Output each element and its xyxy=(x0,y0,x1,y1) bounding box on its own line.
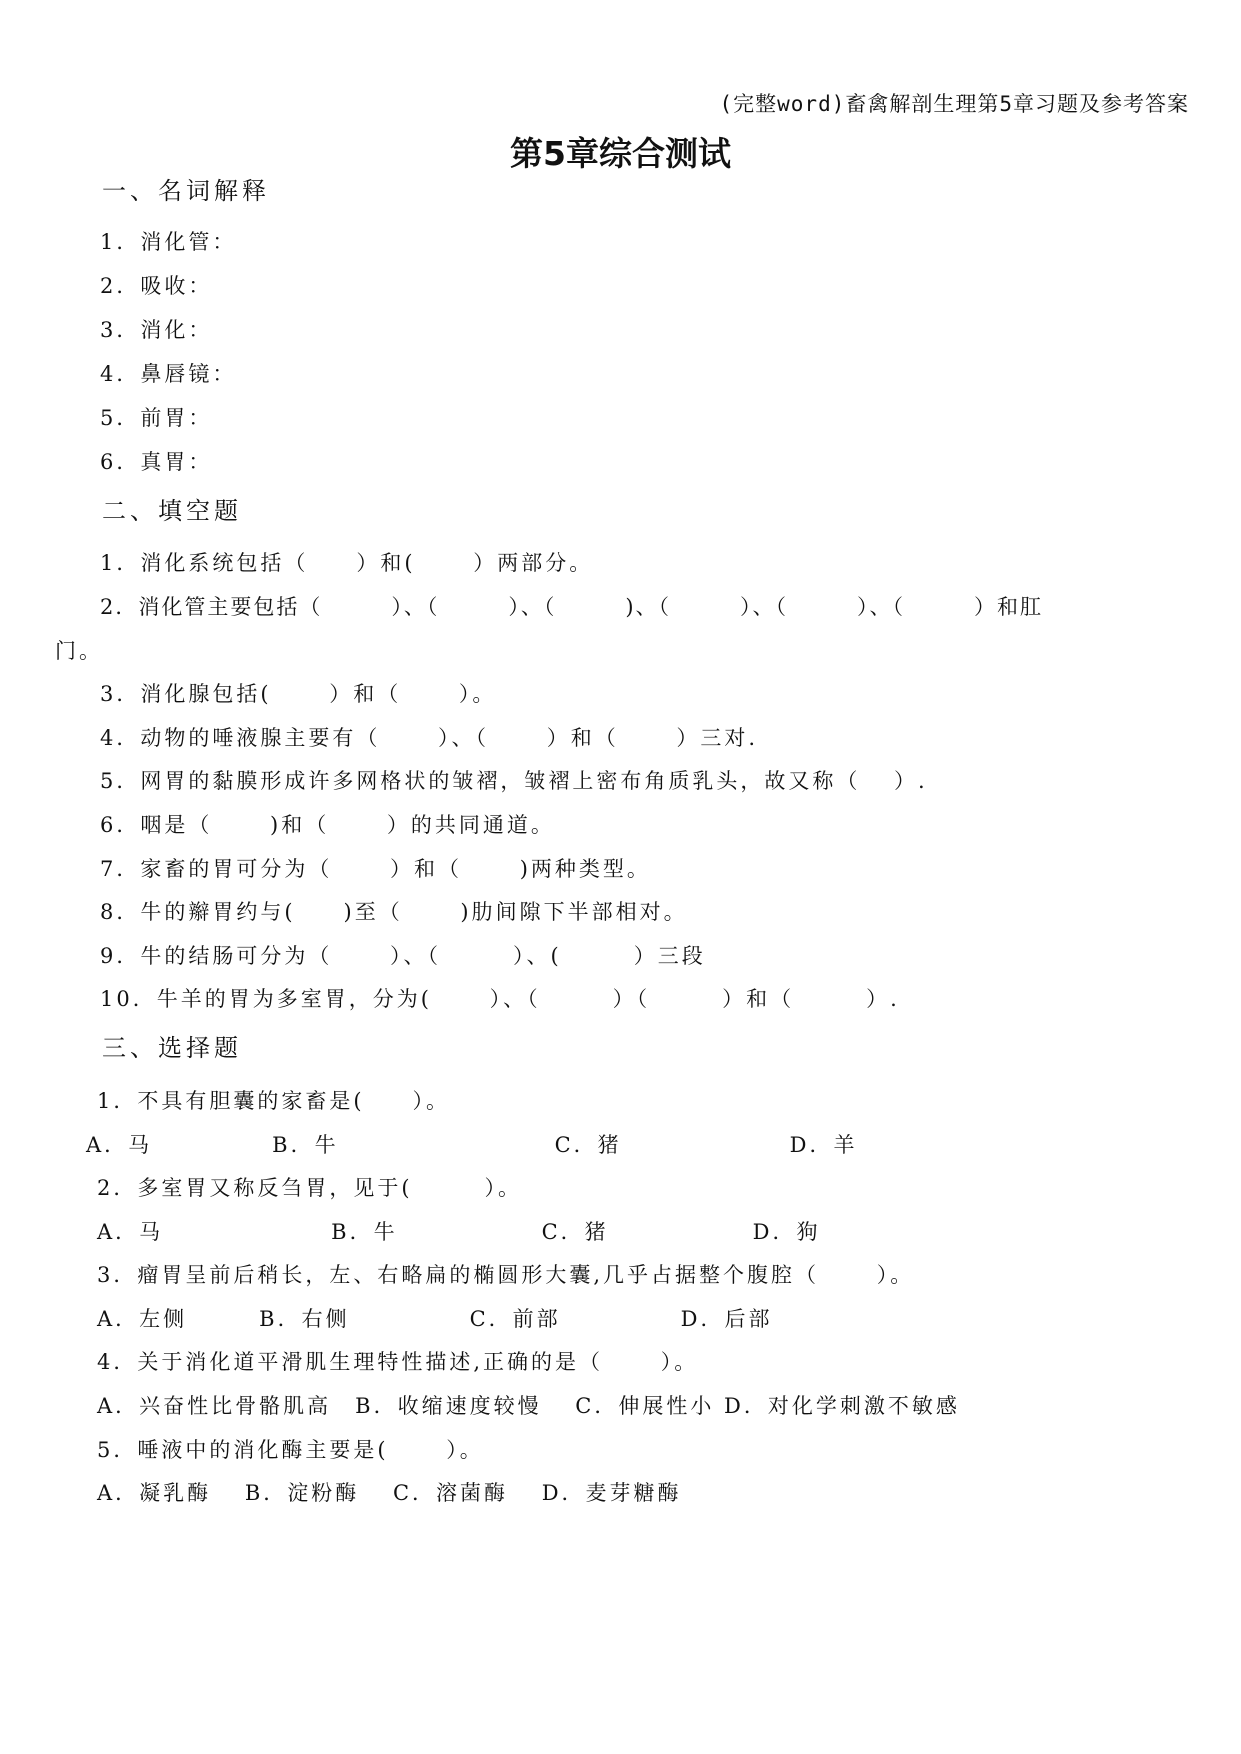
choice-question: 1．不具有胆囊的家畜是( ）。 xyxy=(97,1089,451,1113)
section-heading-fill-blank: 二、填空题 xyxy=(102,497,242,525)
fill-blank-item: 4．动物的唾液腺主要有（ ）、（ ）和（ ）三对. xyxy=(100,726,759,750)
choice-options: A．凝乳酶 B．淀粉酶 C．溶菌酶 D．麦芽糖酶 xyxy=(97,1481,682,1505)
choice-question: 3．瘤胃呈前后稍长，左、右略扁的椭圆形大囊,几乎占据整个腹腔（ ）。 xyxy=(97,1263,915,1287)
fill-blank-item: 3．消化腺包括( ）和（ ）。 xyxy=(100,682,497,706)
definition-item: 6．真胃： xyxy=(100,450,213,474)
section-heading-multiple-choice: 三、选择题 xyxy=(102,1034,242,1062)
section-heading-definitions: 一、名词解释 xyxy=(102,177,270,205)
fill-blank-item: 9．牛的结肠可分为（ ）、（ ）、( ）三段 xyxy=(100,944,706,968)
fill-blank-item: 6．咽是（ )和（ ）的共同通道。 xyxy=(100,813,555,837)
choice-question: 4．关于消化道平滑肌生理特性描述,正确的是（ ）。 xyxy=(97,1350,699,1374)
fill-blank-item: 10．牛羊的胃为多室胃，分为( ）、（ ）（ ）和（ ）. xyxy=(100,987,900,1011)
choice-options: A．左侧 B．右侧 C．前部 D．后部 xyxy=(97,1307,773,1331)
fill-blank-item: 2．消化管主要包括（ ）、（ ）、（ )、（ ）、（ ）、（ ）和肛 xyxy=(100,595,1044,619)
choice-options: A．马 B．牛 C．猪 D．狗 xyxy=(97,1220,821,1244)
fill-blank-item: 5．网胃的黏膜形成许多网格状的皱褶，皱褶上密布角质乳头，故又称（ ）. xyxy=(100,769,928,793)
choice-question: 2．多室胃又称反刍胃，见于( ）。 xyxy=(97,1176,523,1200)
definition-item: 5．前胃： xyxy=(100,406,213,430)
document-header: (完整word)畜禽解剖生理第5章习题及参考答案 xyxy=(719,92,1189,116)
fill-blank-item: 7．家畜的胃可分为（ ）和（ )两种类型。 xyxy=(100,857,651,881)
fill-blank-item-continuation: 门。 xyxy=(55,639,103,663)
choice-question: 5．唾液中的消化酶主要是( ）。 xyxy=(97,1438,484,1462)
fill-blank-item: 1．消化系统包括（ ）和( ）两部分。 xyxy=(100,551,594,575)
page-title: 第5章综合测试 xyxy=(510,134,731,173)
definition-item: 2．吸收： xyxy=(100,274,213,298)
choice-options: A．兴奋性比骨骼肌高 B．收缩速度较慢 C．伸展性小 D．对化学刺激不敏感 xyxy=(97,1394,960,1418)
definition-item: 1．消化管： xyxy=(100,230,237,254)
definition-item: 4．鼻唇镜： xyxy=(100,362,237,386)
fill-blank-item: 8．牛的辮胃约与( )至（ )肋间隙下半部相对。 xyxy=(100,900,688,924)
choice-options: A．马 B．牛 C．猪 D．羊 xyxy=(86,1133,858,1157)
definition-item: 3．消化： xyxy=(100,318,213,342)
